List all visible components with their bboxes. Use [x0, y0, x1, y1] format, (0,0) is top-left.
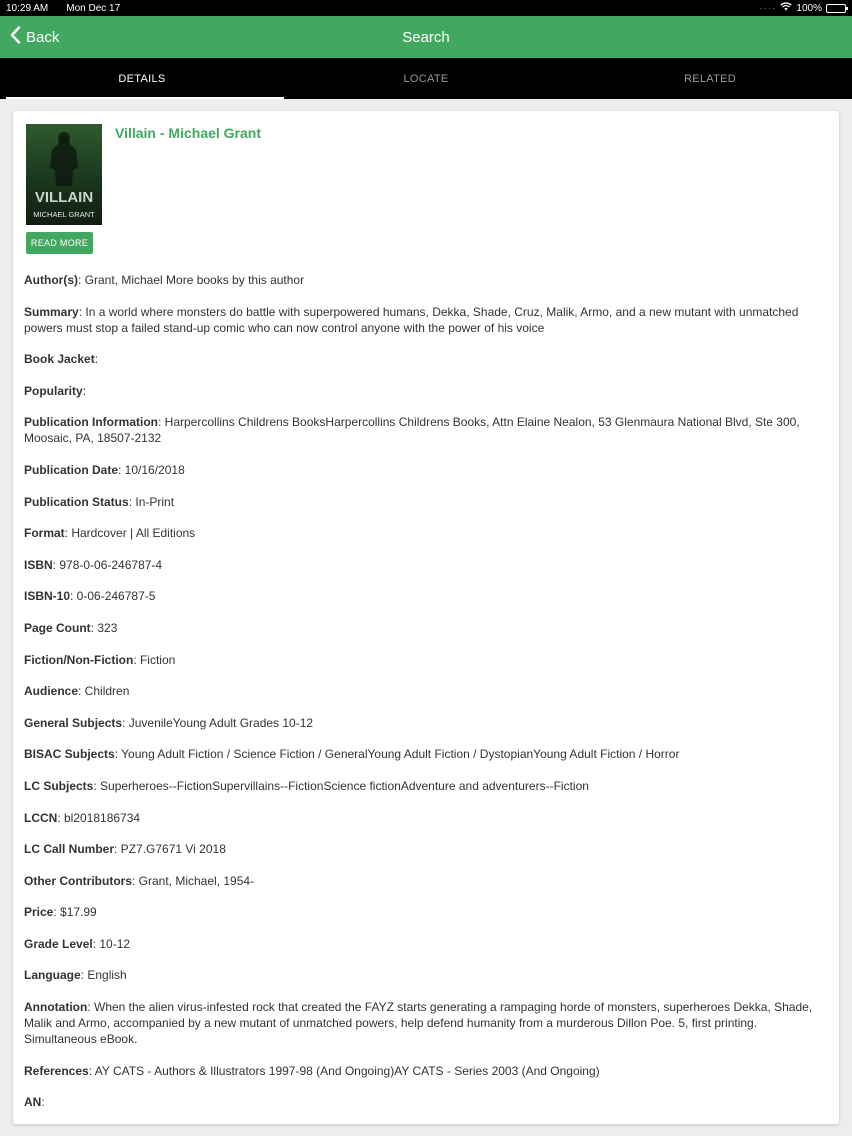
status-bar — [0, 0, 852, 16]
detail-row-lccn — [24, 810, 824, 826]
book-details-card — [13, 111, 839, 1124]
detail-value: : Grant, Michael More books by this author — [78, 273, 305, 287]
detail-label: Author(s) — [24, 273, 78, 287]
detail-value: : 323 — [90, 620, 118, 635]
back-label: Back — [26, 28, 60, 46]
detail-label: Fiction/Non-Fiction — [24, 652, 134, 667]
signal-dots-icon: ···· — [759, 2, 777, 14]
detail-label: Language — [24, 968, 81, 983]
battery-percent: 100% — [796, 2, 822, 14]
detail-label: LC Call Number — [24, 842, 115, 857]
detail-value: : In-Print — [128, 494, 175, 509]
detail-label: Publication Information — [24, 415, 158, 430]
detail-value: : When the alien virus-infested rock that created the FAYZ starts generating a rampaging horde of monsters, superheroes Dekka, Shade, Malik and Armo, accompanied by a new mutant of unmatched powers, help defend humanity from a murderous Dillon Poe. 5, first printing. Simultaneous eBook. — [24, 1000, 813, 1047]
detail-label: Price — [24, 905, 54, 920]
detail-label: ISBN — [24, 557, 53, 572]
detail-value: : — [82, 383, 87, 398]
detail-value: : Children — [78, 684, 130, 699]
detail-value: : — [41, 1095, 45, 1110]
detail-row-publication-date — [24, 462, 824, 478]
detail-row-book-jacket — [24, 351, 824, 367]
detail-label: Audience — [24, 684, 79, 699]
detail-row-authors — [24, 272, 824, 288]
detail-value: : Young Adult Fiction / Science Fiction / GeneralYoung Adult Fiction / DystopianYoung Adult Fiction / Horror — [114, 747, 680, 762]
detail-label: LC Subjects — [24, 778, 94, 793]
detail-row-bisac-subjects — [24, 746, 824, 762]
detail-value: : Grant, Michael, 1954- — [132, 873, 255, 888]
detail-label: Summary — [24, 304, 79, 319]
detail-row-references — [24, 1063, 824, 1079]
detail-label: General Subjects — [24, 715, 123, 730]
detail-label: Page Count — [24, 620, 91, 635]
tab-bar — [0, 58, 852, 99]
detail-value: : Fiction — [133, 652, 176, 667]
detail-label: Popularity — [24, 383, 83, 398]
detail-row-lc-call-number — [24, 841, 824, 857]
chevron-left-icon — [10, 26, 26, 48]
detail-label: LCCN — [24, 810, 58, 825]
tab-locate[interactable]: LOCATE — [403, 72, 449, 85]
detail-row-grade-level — [24, 936, 824, 952]
nav-bar — [0, 16, 852, 58]
details-list — [24, 272, 824, 1124]
detail-value: : Harpercollins Childrens BooksHarpercollins Childrens Books, Attn Elaine Nealon, 53 Glenmaura National Blvd, Ste 300, Moosaic, PA, 18507-2132 — [24, 415, 800, 446]
detail-row-lc-subjects — [24, 778, 824, 794]
detail-row-language — [24, 967, 824, 983]
detail-row-summary — [24, 304, 824, 336]
battery-icon — [826, 4, 846, 13]
detail-row-publication-status — [24, 494, 824, 510]
detail-label: AN — [24, 1095, 42, 1110]
detail-row-price — [24, 904, 824, 920]
detail-value: : In a world where monsters do battle with superpowered humans, Dekka, Shade, Cruz, Malik, Armo, and a new mutant with unmatched powers must stop a failed stand-up comic who can now control anyone with the power of his voice — [24, 304, 799, 335]
back-button[interactable] — [0, 16, 59, 58]
detail-value: : 10-12 — [92, 936, 131, 951]
detail-value: : $17.99 — [53, 905, 97, 920]
detail-row-page-count — [24, 620, 824, 636]
detail-value: : 10/16/2018 — [118, 462, 185, 477]
status-time: 10:29 AM — [6, 2, 49, 14]
read-more-button[interactable]: READ MORE — [26, 232, 93, 254]
wifi-icon — [780, 2, 792, 14]
detail-row-an — [24, 1094, 824, 1110]
detail-value: : AY CATS - Authors & Illustrators 1997-98 (And Ongoing)AY CATS - Series 2003 (And Ongoing) — [88, 1063, 600, 1078]
detail-value: : 978-0-06-246787-4 — [52, 557, 163, 572]
detail-label: Publication Status — [24, 494, 129, 509]
detail-value: : 0-06-246787-5 — [70, 589, 156, 604]
detail-row-fiction-nonfiction — [24, 652, 824, 668]
detail-label: Book Jacket — [24, 352, 95, 367]
detail-value: : — [94, 352, 99, 367]
cover-author: MICHAEL GRANT — [33, 210, 95, 219]
detail-row-isbn — [24, 557, 824, 573]
detail-value: : English — [80, 968, 127, 983]
detail-label: Format — [24, 526, 65, 541]
detail-row-general-subjects — [24, 715, 824, 731]
detail-value: : bl2018186734 — [57, 810, 141, 825]
detail-row-audience — [24, 683, 824, 699]
tab-related[interactable]: RELATED — [683, 72, 737, 85]
tab-details[interactable]: DETAILS — [0, 58, 284, 99]
detail-row-other-contributors — [24, 873, 824, 889]
detail-label: References — [24, 1063, 89, 1078]
detail-value: : JuvenileYoung Adult Grades 10-12 — [122, 715, 314, 730]
status-date: Mon Dec 17 — [66, 2, 121, 14]
page-title: Search — [402, 28, 450, 46]
detail-row-publication-information — [24, 414, 824, 446]
detail-label: Annotation — [24, 1000, 88, 1015]
status-right — [759, 2, 846, 14]
detail-label: BISAC Subjects — [24, 747, 115, 762]
detail-value: : Superheroes--FictionSupervillains--FictionScience fictionAdventure and adventurers--Fiction — [93, 778, 589, 793]
book-title[interactable]: Villain - Michael Grant — [115, 125, 262, 141]
detail-row-annotation — [24, 999, 824, 1047]
detail-value: : Hardcover | All Editions — [64, 526, 196, 541]
detail-row-isbn-10 — [24, 588, 824, 604]
detail-label: Publication Date — [24, 462, 119, 477]
detail-label: Grade Level — [24, 936, 93, 951]
detail-label: Other Contributors — [24, 873, 132, 888]
cover-title: VILLAIN — [34, 189, 94, 206]
detail-row-format — [24, 525, 824, 541]
detail-row-popularity — [24, 383, 824, 399]
detail-label: ISBN-10 — [24, 589, 71, 604]
detail-value: : PZ7.G7671 Vi 2018 — [114, 842, 226, 857]
book-cover-image[interactable] — [26, 124, 102, 225]
